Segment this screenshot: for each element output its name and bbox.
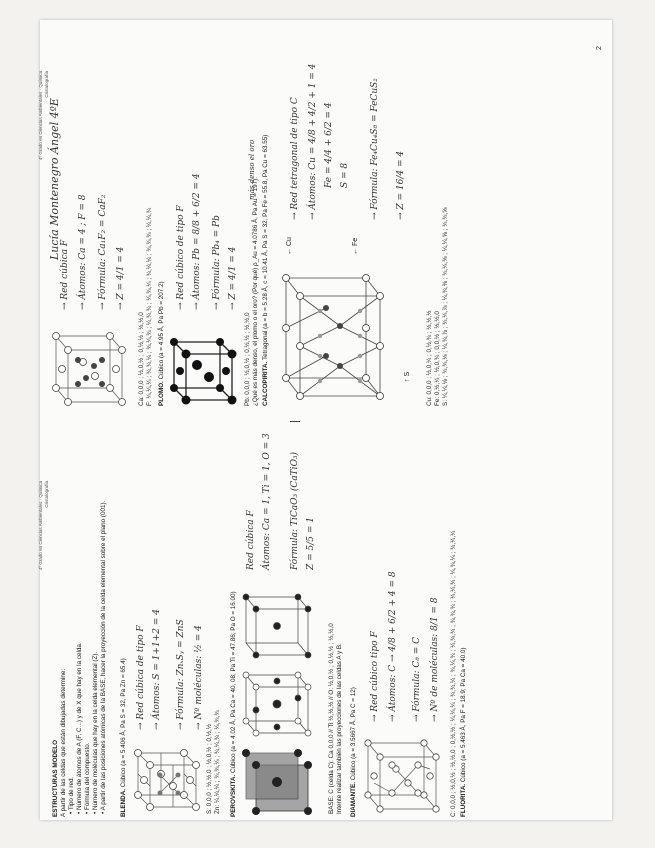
blenda-note: → Átomos: S = 1+1+2 = 4 [152,609,162,730]
fluorita-note: → Red cúbica F [60,239,70,310]
diamante-note: → Átomos: C → 4/8 + 6/2 + 4 = 8 [388,571,398,722]
plomo-heading: PLOMO. Cúbico (a = 4.95 Å, Pa Pb = 207.2) [158,281,165,406]
calcopirita-note: Fe = 4/4 + 6/2 = 4 [324,102,334,188]
blenda-coords-zn: Zn: ¼,¼,¼ ; ¾,¾,¼ ; ¾,¼,¾ ; ¼,¾,¾ [214,710,221,814]
blenda-heading: BLENDA. Cúbico (a = 5.406 Å, Pa S = 32, Pa Zn = 65.4) [120,658,127,817]
perovskita-note: Átomos: Ca = 1, Ti = 1, O = 3 [262,433,272,570]
calcopirita-note: → Red tetragonal de tipo C [290,97,300,220]
blenda-coords-s: S: 0,0,0 ; ½,½,0 ; ½,0,½ ; 0,½,½ [206,724,213,814]
plomo-coords-ca: Ca: 0,0,0 ; ½,0,½ ; 0,½,½ ; ½,½,0 [138,312,145,406]
label-fe: ← Fe [352,237,359,255]
perovskita-task: Intente realizar también las proyecciones de las celdas A y B. [336,643,343,814]
diamante-heading: DIAMANTE. Cúbico (a = 3.5667 Å, Pa C = 12) [350,687,357,817]
page-number: 2 [596,46,603,50]
plomo-coords-f: F: ¼,¼,¼ ; ¾,¾,¼ ; ¾,¼,¾ ; ¼,¾,¾ ; ¼,¾,¼ ; ¾,¼,¼ ; ¾,¾,¾ ; ¼,¼,¾ [146,207,153,406]
perovskita-cells-drawing [242,580,322,815]
calcopirita-note: → Z = 16/4 = 4 [396,150,406,220]
handwritten-title: Lucía Montenegro Ángel 4ºE [48,98,61,260]
fluorita-note: → Átomos: Ca = 4 ; F = 8 [78,194,88,310]
calcopirita-cu-coords: Cu: 0,0,0 ; ½,0,¼ ; 0,½,¾ ; ½,½,½ [426,310,433,406]
calcopirita-question: ¿Qué es más denso, el plomo o el oro? (Por qué) ρ_Au = 4.0786 Å, Pa Au = 197). [252,176,259,406]
calcopirita-cell-drawing [280,256,400,406]
diamante-note: → Nº de moléculas: 8/1 = 8 [430,597,440,722]
calcopirita-note: → Átomos: Cu = 4/8 + 4/2 + 1 = 4 [308,63,318,220]
perovskita-base: BASE: C (celda C): Ca 0,0,0 // Ti ½,½,½ // O: ½,0,½ ; 0,½,½ ; ½,½,0 [328,623,335,814]
fluorita-note: → Z = 4/1 = 4 [116,246,126,310]
fluorita-coords: C: 0,0,0 ; ½,0,½ ; ½,½,0 ; 0,½,½ ; ¼,¼,¼ ; ¾,¾,¼ ; ¾,¼,¾ ; ¼,¾,¾ ; ¾,¾,¾ ; ¼,¼,¾ ; ¼,¾,¼ ; ¾,¼,¼ [450,530,457,817]
header-left: 4º Grado en Ciencias Ambientales · Química Cristalografía [38,480,49,570]
plomo-note: → Red cúbico de tipo F [176,205,186,310]
intro-item: • Número de moléculas que hay en la celda elemental (Z). [92,651,99,814]
calcopirita-heading: CALCOPIRITA. Tetragonal (a = b = 5.28 Å, c = 10.41 Å, Pa S = 32, Pa Fe = 55.8, Pa Cu = 63.55) [262,134,269,406]
plomo-note: → Átomos: Pb = 8/8 + 6/2 = 4 [192,173,202,310]
label-cu: ← Cu [286,237,293,255]
plomo-note: → Fórmula: Pb₄ = Pb [212,215,222,310]
rotated-content [40,20,612,820]
intro-item: • Fórmula del compuesto. [84,742,91,814]
label-s: ↑ S [404,371,411,382]
perovskita-heading: PEROVSKITA. Cúbico (a = 4.02 Å, Pa Ca = 40, 08; Pa Ti = 47.86; Pa O = 16.00) [230,591,237,817]
intro-title: ESTRUCTURAS MODELO [52,740,59,817]
plomo-cell-drawing [170,334,238,406]
blenda-note: → Red cúbica de tipo F [136,625,146,730]
diamante-note: → Red cúbico tipo F [370,631,380,722]
fluorita-cell-drawing [50,328,130,408]
diamante-note: → Fórmula: C₈ = C [412,637,422,722]
blenda-note: → Fórmula: ZnₓSᵧ = ZnS [176,619,186,730]
center-mark [290,421,300,422]
plomo-note: → Z = 4/1 = 4 [228,246,238,310]
document-page [40,20,612,820]
calcopirita-pb-coords: Pb: 0,0,0 ; ½,0,½ ; 0,½,½ ; ½,½,0 [244,312,251,406]
calcopirita-note: → Fórmula: Fe₄Cu₄S₈ = FeCuS₂ [370,78,380,220]
calcopirita-note: S = 8 [340,162,350,188]
intro-item: • A partir de las posiciones atómicas de la BASE, hacer la proyección de la celda elemental sobre el plano (001). [100,500,107,814]
perovskita-note: Fórmula: TiCaO₃ (CaTiO₃) [290,451,300,570]
perovskita-note: Z = 5/5 = 1 [306,517,316,570]
diamante-cell-drawing [362,735,444,815]
calcopirita-s-coords: S: ¼,¼,⅛ ; ¾,¾,⅛ ; ¼,¾,⅞ ; ¾,¼,⅞ ; ¼,¾,⅜ ; ¾,¼,⅜ ; ¼,¼,⅝ ; ¾,¾,⅝ [442,207,449,406]
blenda-cell-drawing [132,745,204,815]
intro-item: • Número de átomos de A (F, C...) y de X que hay en la celda. [76,642,83,814]
intro-item: • Tipo de red. [68,776,75,814]
intro-lead: A partir de las celdas que están dibujadas determine: [60,668,67,817]
calcopirita-answer: más denso el oro [248,139,256,200]
fluorita-heading: FLUORITA. Cúbico (a = 5.463 Å, Pa F = 18.9; Pa Ca = 40.0) [460,647,467,817]
blenda-note: → Nº moléculas: ½ = 4 [194,625,204,730]
perovskita-note: Red cúbica F [246,510,256,570]
calcopirita-fe-coords: Fe: 0,½,¼ ; ½,0,¾ ; 0,0,½ ; ½,½,0 [434,311,441,406]
fluorita-note: → Fórmula: Ca₁F₂ = CaF₂ [98,194,108,310]
header-right: 4º Grado en Ciencias Ambientales · Química Cristalografía [38,70,49,160]
